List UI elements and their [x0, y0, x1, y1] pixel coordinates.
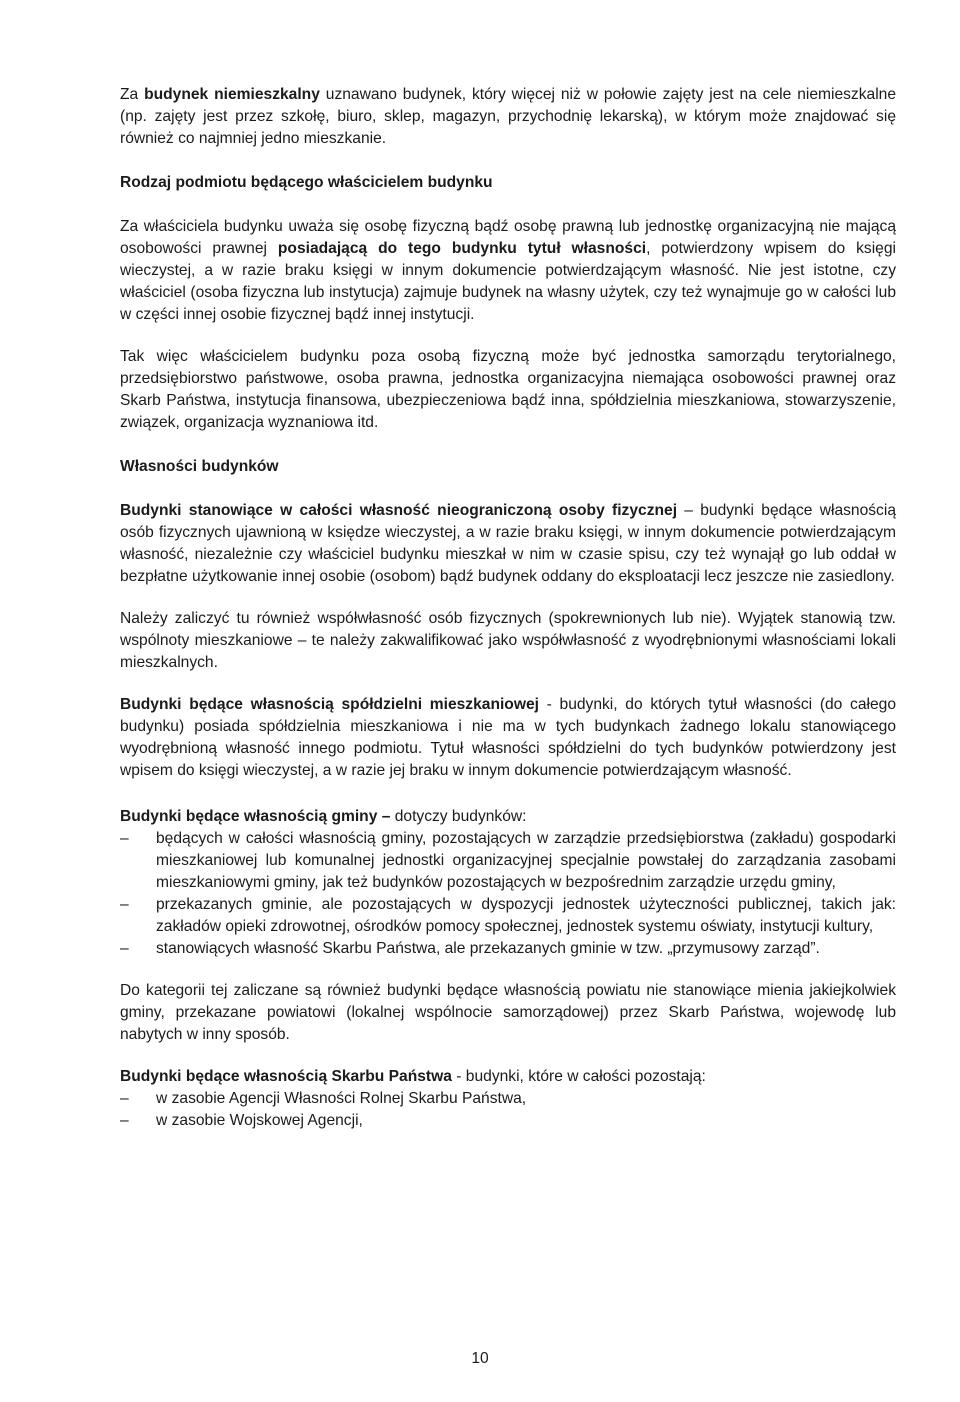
paragraph-state-treasury-ownership [120, 1066, 896, 1088]
bold-term: Budynki będące własnością Skarbu Państwa [120, 1068, 452, 1085]
paragraph-cooperative-ownership [120, 694, 896, 782]
paragraph-co-ownership: Należy zaliczyć tu również współwłasność osób fizycznych (spokrewnionych lub nie). Wyjątek stanowią tzw. wspólnoty mieszkaniowe – te należy zakwalifikować jako współwłasność z wyodrębnionymi własnościami lokali mieszkalnych. [120, 610, 896, 671]
text-span: - budynki, które w całości pozostają: [451, 1068, 706, 1085]
list-item: – będących w całości własnością gminy, pozostających w zarządzie przedsiębiorstwa (zakładu) gospodarki mieszkaniowej lub komunalnej jednostki organizacyjnej specjalnie powstałej do zarządzania zasobami mieszkaniowymi gminy, jak też budynków pozostających w bezpośrednim zarządzie urzędu gminy, [120, 828, 896, 894]
bold-term: Budynki stanowiące w całości własność nieograniczoną osoby fizycznej [120, 502, 678, 519]
list-item: – w zasobie Wojskowej Agencji, [120, 1110, 896, 1132]
municipal-ownership-list [120, 828, 896, 960]
paragraph-county-ownership: Do kategorii tej zaliczane są również budynki będące własnością powiatu nie stanowiące mienia jakiejkolwiek gminy, przekazane powiatowi (lokalnej wspólnocie samorządowej) przez Skarb Państwa, wojewodę lub nabytych w inny sposób. [120, 982, 896, 1043]
list-item: – w zasobie Agencji Własności Rolnej Skarbu Państwa, [120, 1088, 896, 1110]
bold-term: posiadającą do tego budynku tytuł własności [277, 240, 647, 257]
text-span: uznawano budynek, który więcej niż w połowie zajęty jest na cele niemieszkalne (np. zajęty jest przez szkołę, biuro, sklep, magazyn, przychodnię lekarską), w którym może znajdować się również co najmniej jedno mieszkanie. [120, 86, 896, 147]
text-span: – budynki będące własnością osób fizycznych ujawnioną w księdze wieczystej, a w razie braku księgi, w innym dokumencie potwierdzającym własność, niezależnie czy właściciel budynku mieszkał w nim w czasie spisu, czy też wynajął go lub oddał w bezpłatne użytkowanie innej osobie (osobom) bądź budynek oddany do eksploatacji lecz jeszcze nie zasiedlony. [120, 502, 896, 585]
list-item: – stanowiących własność Skarbu Państwa, ale przekazanych gminie w tzw. „przymusowy zarząd”. [120, 938, 896, 960]
text-span: , potwierdzony wpisem do księgi wieczystej, a w razie braku księgi w innym dokumencie potwierdzającym własność. Nie jest istotne, czy właściciel (osoba fizyczna lub instytucja) zajmuje budynek na własny użytek, czy też wynajmuje go w całości lub w części innej osobie fizycznej bądź innej instytucji. [120, 240, 896, 323]
paragraph-owner-examples: Tak więc właścicielem budynku poza osobą fizyczną może być jednostka samorządu terytorialnego, przedsiębiorstwo państwowe, osoba prawna, jednostka organizacyjna niemająca osobowości prawnej oraz Skarb Państwa, instytucja finansowa, ubezpieczeniowa bądź inna, spółdzielnia mieszkaniowa, stowarzyszenie, związek, organizacja wyznaniowa itd. [120, 348, 896, 431]
state-treasury-list [120, 1088, 896, 1132]
page-content [120, 84, 896, 1132]
text-span: Za właściciela budynku uważa się osobę fizyczną bądź osobę prawną lub jednostkę organizacyjną nie mającą osobowości prawnej [120, 218, 896, 257]
list-item: – przekazanych gminie, ale pozostających w dyspozycji jednostek użyteczności publicznej, takich jak: zakładów opieki zdrowotnej, ośrodków pomocy społecznej, jednostek systemu oświaty, instytucji kultury, [120, 894, 896, 938]
section-heading-building-ownership: Własności budynków [120, 458, 279, 475]
bold-term: Budynki będące własnością spółdzielni mieszkaniowej [120, 696, 539, 713]
paragraph-owner-definition [120, 216, 896, 326]
text-span: Za [120, 86, 145, 103]
paragraph-municipal-ownership [120, 806, 896, 828]
bold-term: Budynki będące własnością gminy – [120, 808, 391, 825]
paragraph-private-ownership [120, 500, 896, 588]
section-heading-owner-type: Rodzaj podmiotu będącego właścicielem budynku [120, 174, 493, 191]
bold-term: budynek niemieszkalny [144, 86, 320, 103]
text-span: dotyczy budynków: [390, 808, 527, 825]
text-span: - budynki, do których tytuł własności (do całego budynku) posiada spółdzielnia mieszkaniowa i nie ma w tych budynkach żadnego lokalu stanowiącego wyodrębnioną własność innego podmiotu. Tytuł własności spółdzielni do tych budynków potwierdzony jest wpisem do księgi wieczystej, a w razie jej braku w innym dokumencie potwierdzającym własność. [120, 696, 896, 779]
page-number: 10 [471, 1350, 489, 1367]
paragraph-non-residential-definition [120, 84, 896, 150]
